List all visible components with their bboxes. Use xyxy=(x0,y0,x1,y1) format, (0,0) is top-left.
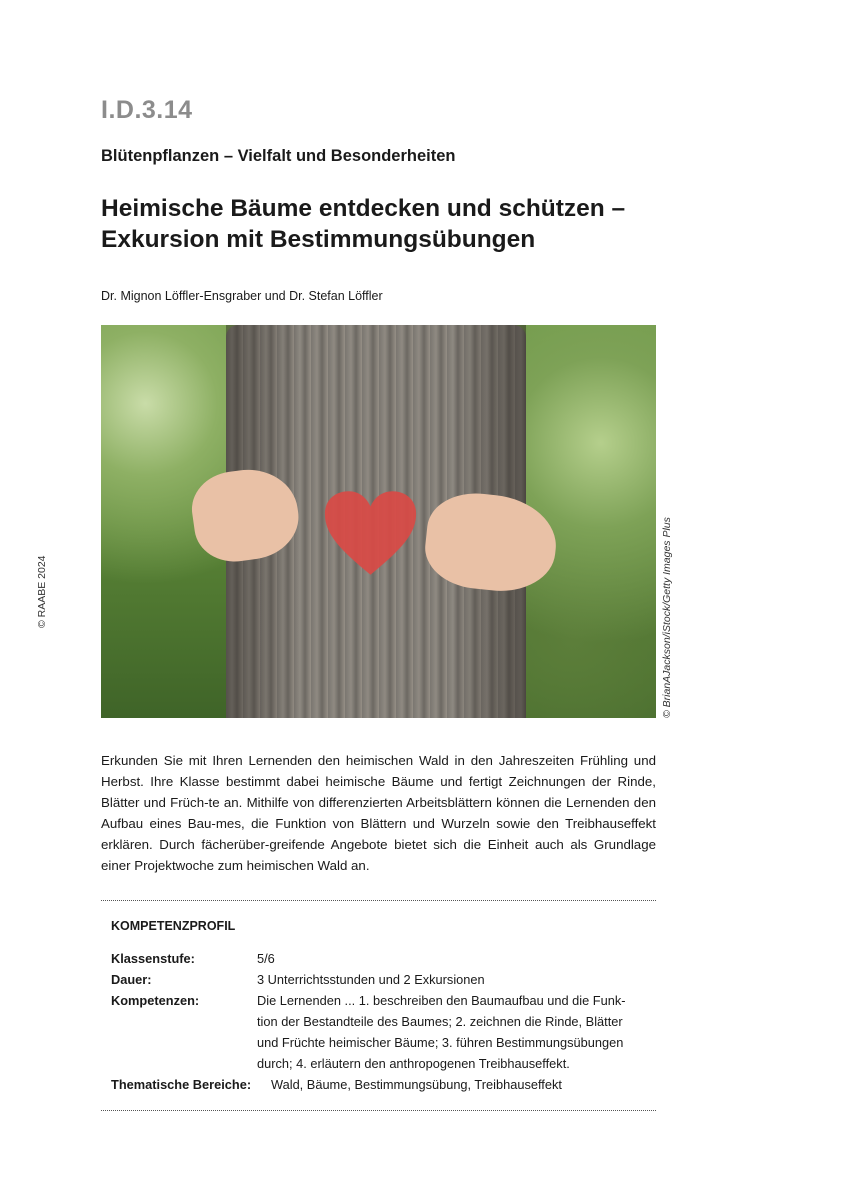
title-line-2: Exkursion mit Bestimmungsübungen xyxy=(101,226,536,253)
profile-value: 3 Unterrichtsstunden und 2 Exkursionen xyxy=(257,972,485,987)
series-title: Blütenpflanzen – Vielfalt und Besonderheiten xyxy=(101,147,456,165)
profile-label: Thematische Bereiche: xyxy=(111,1077,252,1092)
title-line-1: Heimische Bäume entdecken und schützen – xyxy=(101,195,626,222)
profile-label: Dauer: xyxy=(111,972,152,987)
unit-code: I.D.3.14 xyxy=(101,96,193,124)
profile-value: Wald, Bäume, Bestimmungsübung, Treibhauseffekt xyxy=(271,1077,562,1092)
intro-text: Erkunden Sie mit Ihren Lernenden den heimischen Wald in den Jahreszeiten Frühling und Herbst. Ihre Klasse bestimmt dabei heimische Bäume und fertigt Zeichnungen der Rinde, Blätter und Früch-te an. Mithilfe von differenzierten Arbeitsblättern können die Lernenden den Aufbau eines Bau-mes, die Funktion von Blättern und Wurzeln sowie den Treibhauseffekt erklären. Durch fächerüber-greifende Angebote bietet sich die Einheit auch als Grundlage einer Projektwoche zum heimischen Wald an. xyxy=(101,753,656,873)
side-copyright: © RAABE 2024 xyxy=(36,555,48,628)
tree-hug-photo xyxy=(101,325,656,718)
profile-value: Die Lernenden ... 1. beschreiben den Baumaufbau und die Funk-tion der Bestandteile des Baumes; 2. zeichnen die Rinde, Blätter und Früchte heimischer Bäume; 3. führen Bestimmungsübungen durch; 4. erläutern den anthropogenen Treibhauseffekt. xyxy=(257,993,626,1071)
authors: Dr. Mignon Löffler-Ensgraber und Dr. Stefan Löffler xyxy=(101,289,383,303)
photo-credit: © BrianAJackson/iStock/Getty Images Plus xyxy=(661,517,673,718)
profile-heading: KOMPETENZPROFIL xyxy=(111,919,236,933)
page-title xyxy=(101,193,661,255)
profile-label: Klassenstufe: xyxy=(111,951,195,966)
heart-icon xyxy=(323,487,418,579)
profile-label: Kompetenzen: xyxy=(111,993,200,1008)
profile-value: 5/6 xyxy=(257,951,275,966)
divider-top xyxy=(101,900,656,901)
divider-bottom xyxy=(101,1110,656,1111)
